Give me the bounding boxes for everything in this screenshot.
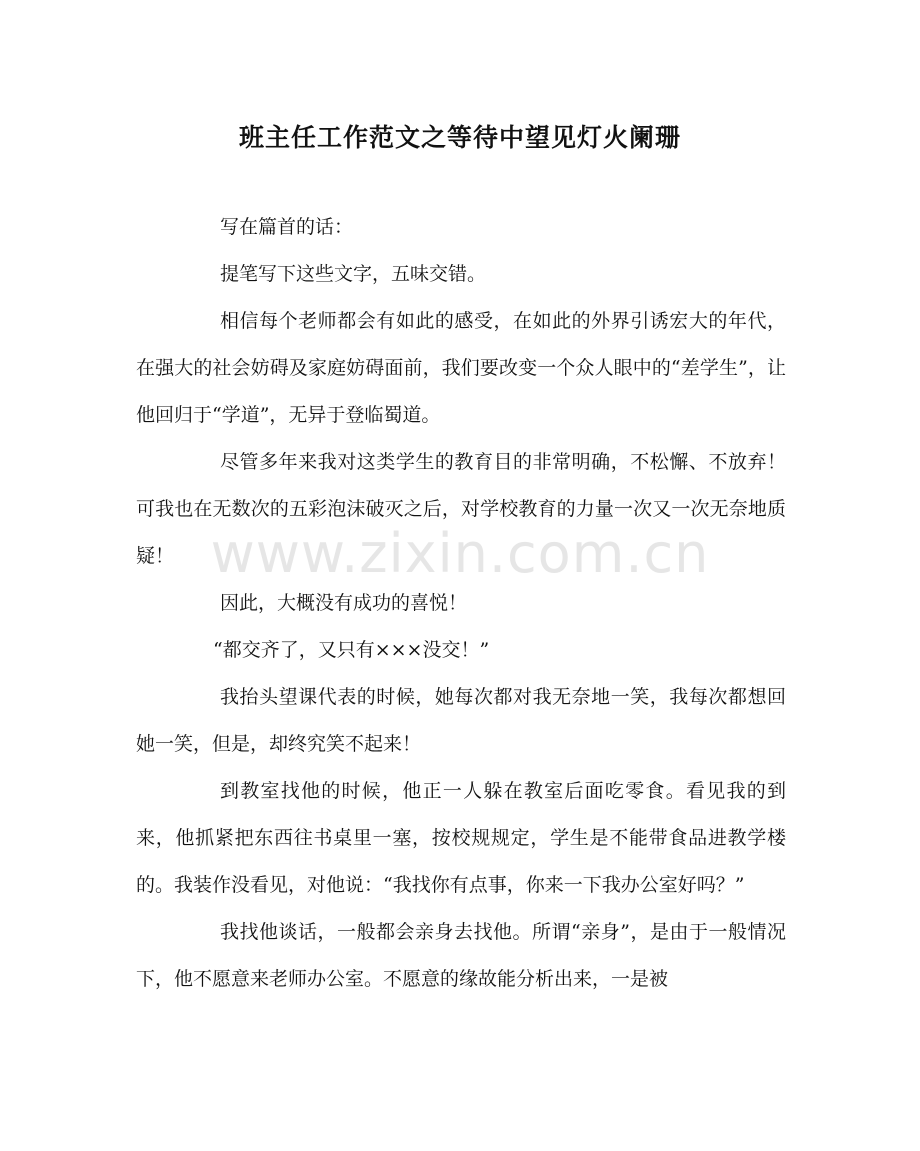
document-title: 班主任工作范文之等待中望见灯火阑珊	[238, 123, 681, 152]
paragraph: 相信每个老师都会有如此的感受，在如此的外界引诱宏大的年代，在强大的社会妨碍及家庭妨碍面前，我们要改变一个众人眼中的“差学生”，让他回归于“学道”，无异于登临蜀道。	[136, 310, 786, 426]
document-body	[136, 204, 786, 1003]
paragraph: 提笔写下这些文字，五味交错。	[220, 263, 487, 285]
paragraph: “都交齐了，又只有×××没交！”	[213, 639, 490, 661]
watermark: www.zixin.com.cn	[210, 522, 710, 585]
paragraph: 我抬头望课代表的时候，她每次都对我无奈地一笑，我每次都想回她一笑，但是，却终究笑不起来！	[136, 686, 786, 755]
paragraph: 尽管多年来我对这类学生的教育目的非常明确，不松懈、不放弃！可我也在无数次的五彩泡沫破灭之后，对学校教育的力量一次又一次无奈地质疑！	[136, 451, 786, 567]
paragraph: 因此，大概没有成功的喜悦！	[220, 592, 468, 614]
paragraph: 到教室找他的时候，他正一人躲在教室后面吃零食。看见我的到来，他抓紧把东西往书桌里一塞，按校规规定，学生是不能带食品进教学楼的。我装作没看见，对他说：“我找你有点事，你来一下我办公室好吗？”	[136, 780, 786, 896]
paragraph: 我找他谈话，一般都会亲身去找他。所谓“亲身”，是由于一般情况下，他不愿意来老师办公室。不愿意的缘故能分析出来，一是被	[136, 921, 786, 990]
paragraph: 写在篇首的话：	[220, 216, 354, 238]
